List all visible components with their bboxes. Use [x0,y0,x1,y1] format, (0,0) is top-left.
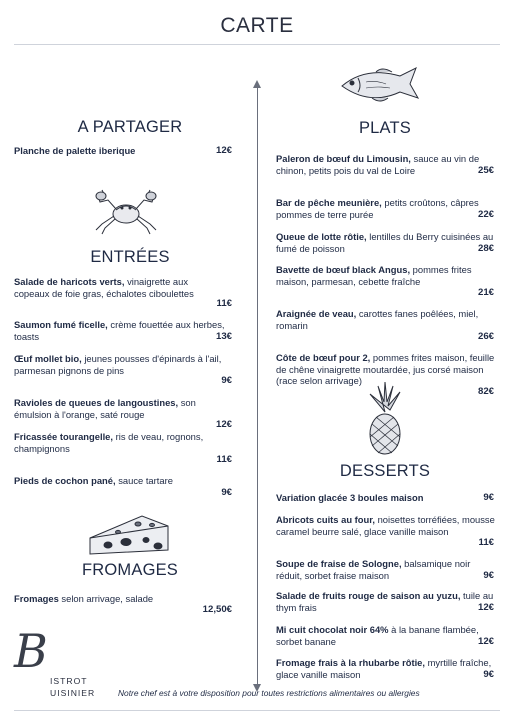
item-name: Abricots cuits au four, [276,514,375,525]
item-price: 11€ [216,454,232,465]
item-desc: vinaigrette aux copeaux de foie gras, échalotes ciboulettes [14,276,194,299]
item-price: 13€ [215,331,232,342]
item-desc: selon arrivage, salade [58,593,154,604]
item-name: Fromages [14,593,59,604]
item-desc: myrtille fraîche, glace vanille maison [276,657,492,680]
item-name: Planche de palette iberique [14,145,136,156]
section-title-plats: PLATS [358,119,412,137]
menu-item [276,264,498,287]
item-desc: à la banane flambée, sorbet banane [276,624,479,647]
menu-item [14,431,226,454]
item-desc: crème fouettée aux herbes, toasts [14,319,225,342]
item-name: Côte de bœuf pour 2, [276,352,371,363]
pineapple-icon [360,382,410,456]
item-name: Fromage frais à la rhubarbe rôtie, [276,657,426,668]
menu-item [14,475,226,487]
item-desc: jeunes pousses d'épinards à l'ail, parmesan pignons de pins [14,353,222,376]
item-name: Salade de haricots verts, [14,276,125,287]
menu-item [14,593,214,605]
item-price: 22€ [477,209,494,220]
item-desc: petits croûtons, câpres pommes de terre purée [276,197,479,220]
item-price: 21€ [477,287,494,298]
item-price: 12,50€ [202,604,232,615]
item-name: Œuf mollet bio, [14,353,82,364]
menu-item [14,397,226,420]
item-name: Bavette de bœuf black Angus, [276,264,411,275]
item-desc: pommes frites maison, parmesan, cebette fraîche [276,264,472,287]
bottom-divider [14,710,500,711]
logo-letter: B [14,624,48,678]
item-name: Araignée de veau, [276,308,357,319]
item-desc: ris de veau, rognons, champignons [14,431,204,454]
item-price: 9€ [221,487,232,498]
item-price: 9€ [483,570,494,581]
item-price: 9€ [483,669,494,680]
item-price: 12€ [477,636,494,647]
item-name: Saumon fumé ficelle, [14,319,108,330]
item-desc: sauce tartare [115,475,173,486]
menu-item [14,145,214,157]
section-title-fromages: FROMAGES [81,561,179,579]
section-title-a-partager: A PARTAGER [77,118,183,136]
item-name: Pieds de cochon pané, [14,475,116,486]
item-price: 28€ [477,243,494,254]
title-divider [14,44,500,45]
item-price: 9€ [483,492,494,503]
item-desc: carottes fanes poêlées, miel, romarin [276,308,479,331]
item-price: 12€ [215,145,232,156]
item-name: Salade de fruits rouge de saison au yuzu, [276,590,461,601]
item-price: 11€ [216,298,232,309]
fish-icon [336,62,432,112]
logo-line-2: UISINIER [50,688,96,698]
section-title-desserts: DESSERTS [339,462,431,480]
item-desc: noisettes torréfiées, mousse caramel beurre salé, glace vanille maison [276,514,495,537]
column-divider [257,84,258,687]
item-price: 11€ [478,537,494,548]
item-desc: pommes frites maison, feuille de chêne vinaigrette moutardée, jus corsé maison (race selon arrivage) [276,352,495,387]
item-price: 12€ [477,602,494,613]
item-name: Queue de lotte rôtie, [276,231,367,242]
item-name: Paleron de bœuf du Limousin, [276,153,411,164]
section-title-entrees: ENTRÉES [90,248,170,266]
item-name: Variation glacée 3 boules maison [276,492,424,503]
crab-icon [90,188,162,236]
item-name: Mi cuit chocolat noir 64% [276,624,389,635]
item-price: 9€ [221,375,232,386]
item-desc: sauce au vin de chinon, petits pois du val de Loire [276,153,480,176]
menu-item [14,353,226,376]
item-name: Ravioles de queues de langoustines, [14,397,179,408]
cheese-icon [86,510,172,558]
item-price: 12€ [215,419,232,430]
item-price: 82€ [477,386,494,397]
item-price: 25€ [477,165,494,176]
item-desc: lentilles du Berry cuisinées au fumé de poisson [276,231,494,254]
item-name: Soupe de fraise de Sologne, [276,558,402,569]
item-price: 26€ [477,331,494,342]
page-title: CARTE [220,14,294,37]
menu-item [14,276,226,299]
logo-line-1: ISTROT [50,676,88,686]
menu-item [276,308,498,331]
item-desc: son émulsion à l'orange, saté rouge [14,397,196,420]
footer-note: Notre chef est à votre disposition pour toutes restrictions alimentaires ou allergies [118,688,420,698]
item-name: Fricassée tourangelle, [14,431,114,442]
item-name: Bar de pêche meunière, [276,197,382,208]
item-desc: tuile au thym frais [276,590,494,613]
menu-item [276,514,498,537]
item-desc: balsamique noir réduit, sorbet fraise maison [276,558,471,581]
